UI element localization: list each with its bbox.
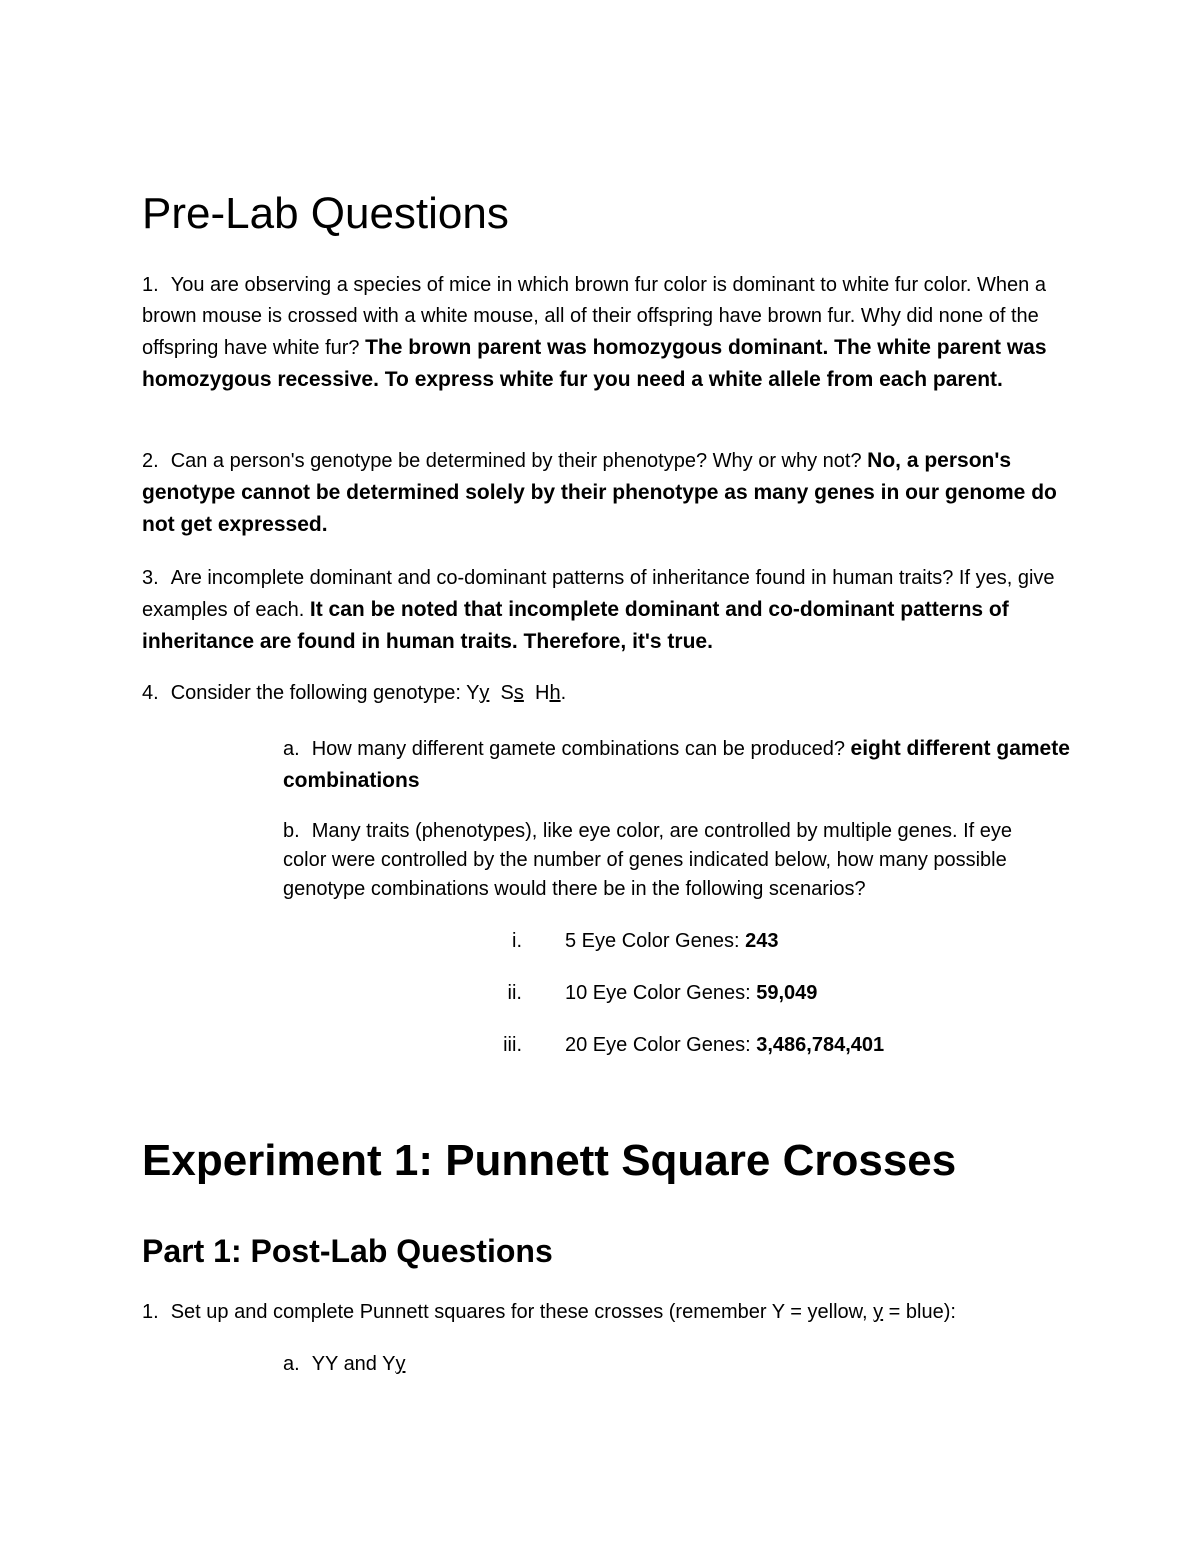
- allele-recessive: h: [549, 682, 561, 704]
- question-4b: [283, 817, 1053, 904]
- prelab-question-2: [142, 445, 1057, 541]
- allele-recessive: y: [873, 1301, 884, 1323]
- question-number: 1.: [142, 1301, 159, 1323]
- prelab-heading: Pre-Lab Questions: [142, 189, 509, 238]
- question-number: 3.: [142, 567, 159, 589]
- scenario-question: 5 Eye Color Genes:: [565, 930, 740, 952]
- answer-text: The brown parent was homozygous dominant. The white parent was homozygous recessive. To express white fur you need a white allele from each parent.: [142, 336, 1047, 391]
- question-text: You are observing a species of mice in which brown fur color is dominant to white fur color. When a brown mouse is crossed with a white mouse, all of their offspring have brown fur. Why did none of the offspring have white fur?: [142, 274, 1046, 359]
- experiment-heading: Experiment 1: Punnett Square Crosses: [142, 1136, 957, 1185]
- cross-text: YY and Y: [311, 1353, 396, 1375]
- question-text: Set up and complete Punnett squares for these crosses (remember Y = yellow,: [170, 1301, 868, 1323]
- prelab-question-3: [142, 563, 1067, 658]
- question-text-end: = blue):: [888, 1301, 956, 1323]
- question-text: How many different gamete combinations can be produced?: [311, 738, 845, 760]
- scenario-answer: 243: [745, 930, 779, 952]
- postlab-question-1: [142, 1297, 1082, 1328]
- answer-text: No, a person's genotype cannot be determined solely by their phenotype as many genes in our genome do not get expressed.: [142, 449, 1057, 536]
- allele-recessive: y: [479, 682, 490, 704]
- question-4a: [283, 733, 1073, 797]
- scenario-label: i.: [512, 930, 522, 952]
- sub-label: b.: [283, 820, 300, 842]
- sub-label: a.: [283, 1353, 300, 1375]
- prelab-question-4: [142, 678, 1062, 709]
- answer-text: It can be noted that incomplete dominant and co-dominant patterns of inheritance are found in human traits. Therefore, it's true.: [142, 598, 1009, 653]
- prelab-question-1: [142, 270, 1062, 396]
- question-number: 2.: [142, 450, 159, 472]
- scenario-text: [565, 1030, 884, 1060]
- genotype: [466, 682, 566, 704]
- allele-dominant: Y: [466, 682, 480, 704]
- scenario-question: 20 Eye Color Genes:: [565, 1034, 751, 1056]
- question-text: Consider the following genotype:: [170, 682, 461, 704]
- question-text: Can a person's genotype be determined by their phenotype? Why or why not?: [170, 450, 862, 472]
- scenario-text: [565, 978, 817, 1008]
- period: .: [560, 682, 567, 704]
- scenario-label: ii.: [507, 982, 522, 1004]
- sub-label: a.: [283, 738, 300, 760]
- scenario-text: [565, 926, 778, 956]
- scenario-question: 10 Eye Color Genes:: [565, 982, 751, 1004]
- question-text: Are incomplete dominant and co-dominant patterns of inheritance found in human traits? If yes, give examples of each.: [142, 567, 1055, 621]
- part-heading: Part 1: Post-Lab Questions: [142, 1233, 553, 1269]
- question-number: 4.: [142, 682, 159, 704]
- allele-recessive: s: [513, 682, 524, 704]
- allele-recessive: y: [395, 1353, 406, 1375]
- question-text: Many traits (phenotypes), like eye color, are controlled by multiple genes. If eye color were controlled by the number of genes indicated below, how many possible genotype combinations would there be in the following scenarios?: [283, 820, 1013, 900]
- scenario-label: iii.: [503, 1034, 522, 1056]
- postlab-question-1a: [283, 1349, 405, 1380]
- allele-dominant: H: [535, 682, 550, 704]
- allele-dominant: S: [500, 682, 514, 704]
- scenario-answer: 3,486,784,401: [756, 1034, 885, 1056]
- scenario-answer: 59,049: [756, 982, 818, 1004]
- answer-text: eight different gamete combinations: [283, 737, 1070, 792]
- question-number: 1.: [142, 274, 159, 296]
